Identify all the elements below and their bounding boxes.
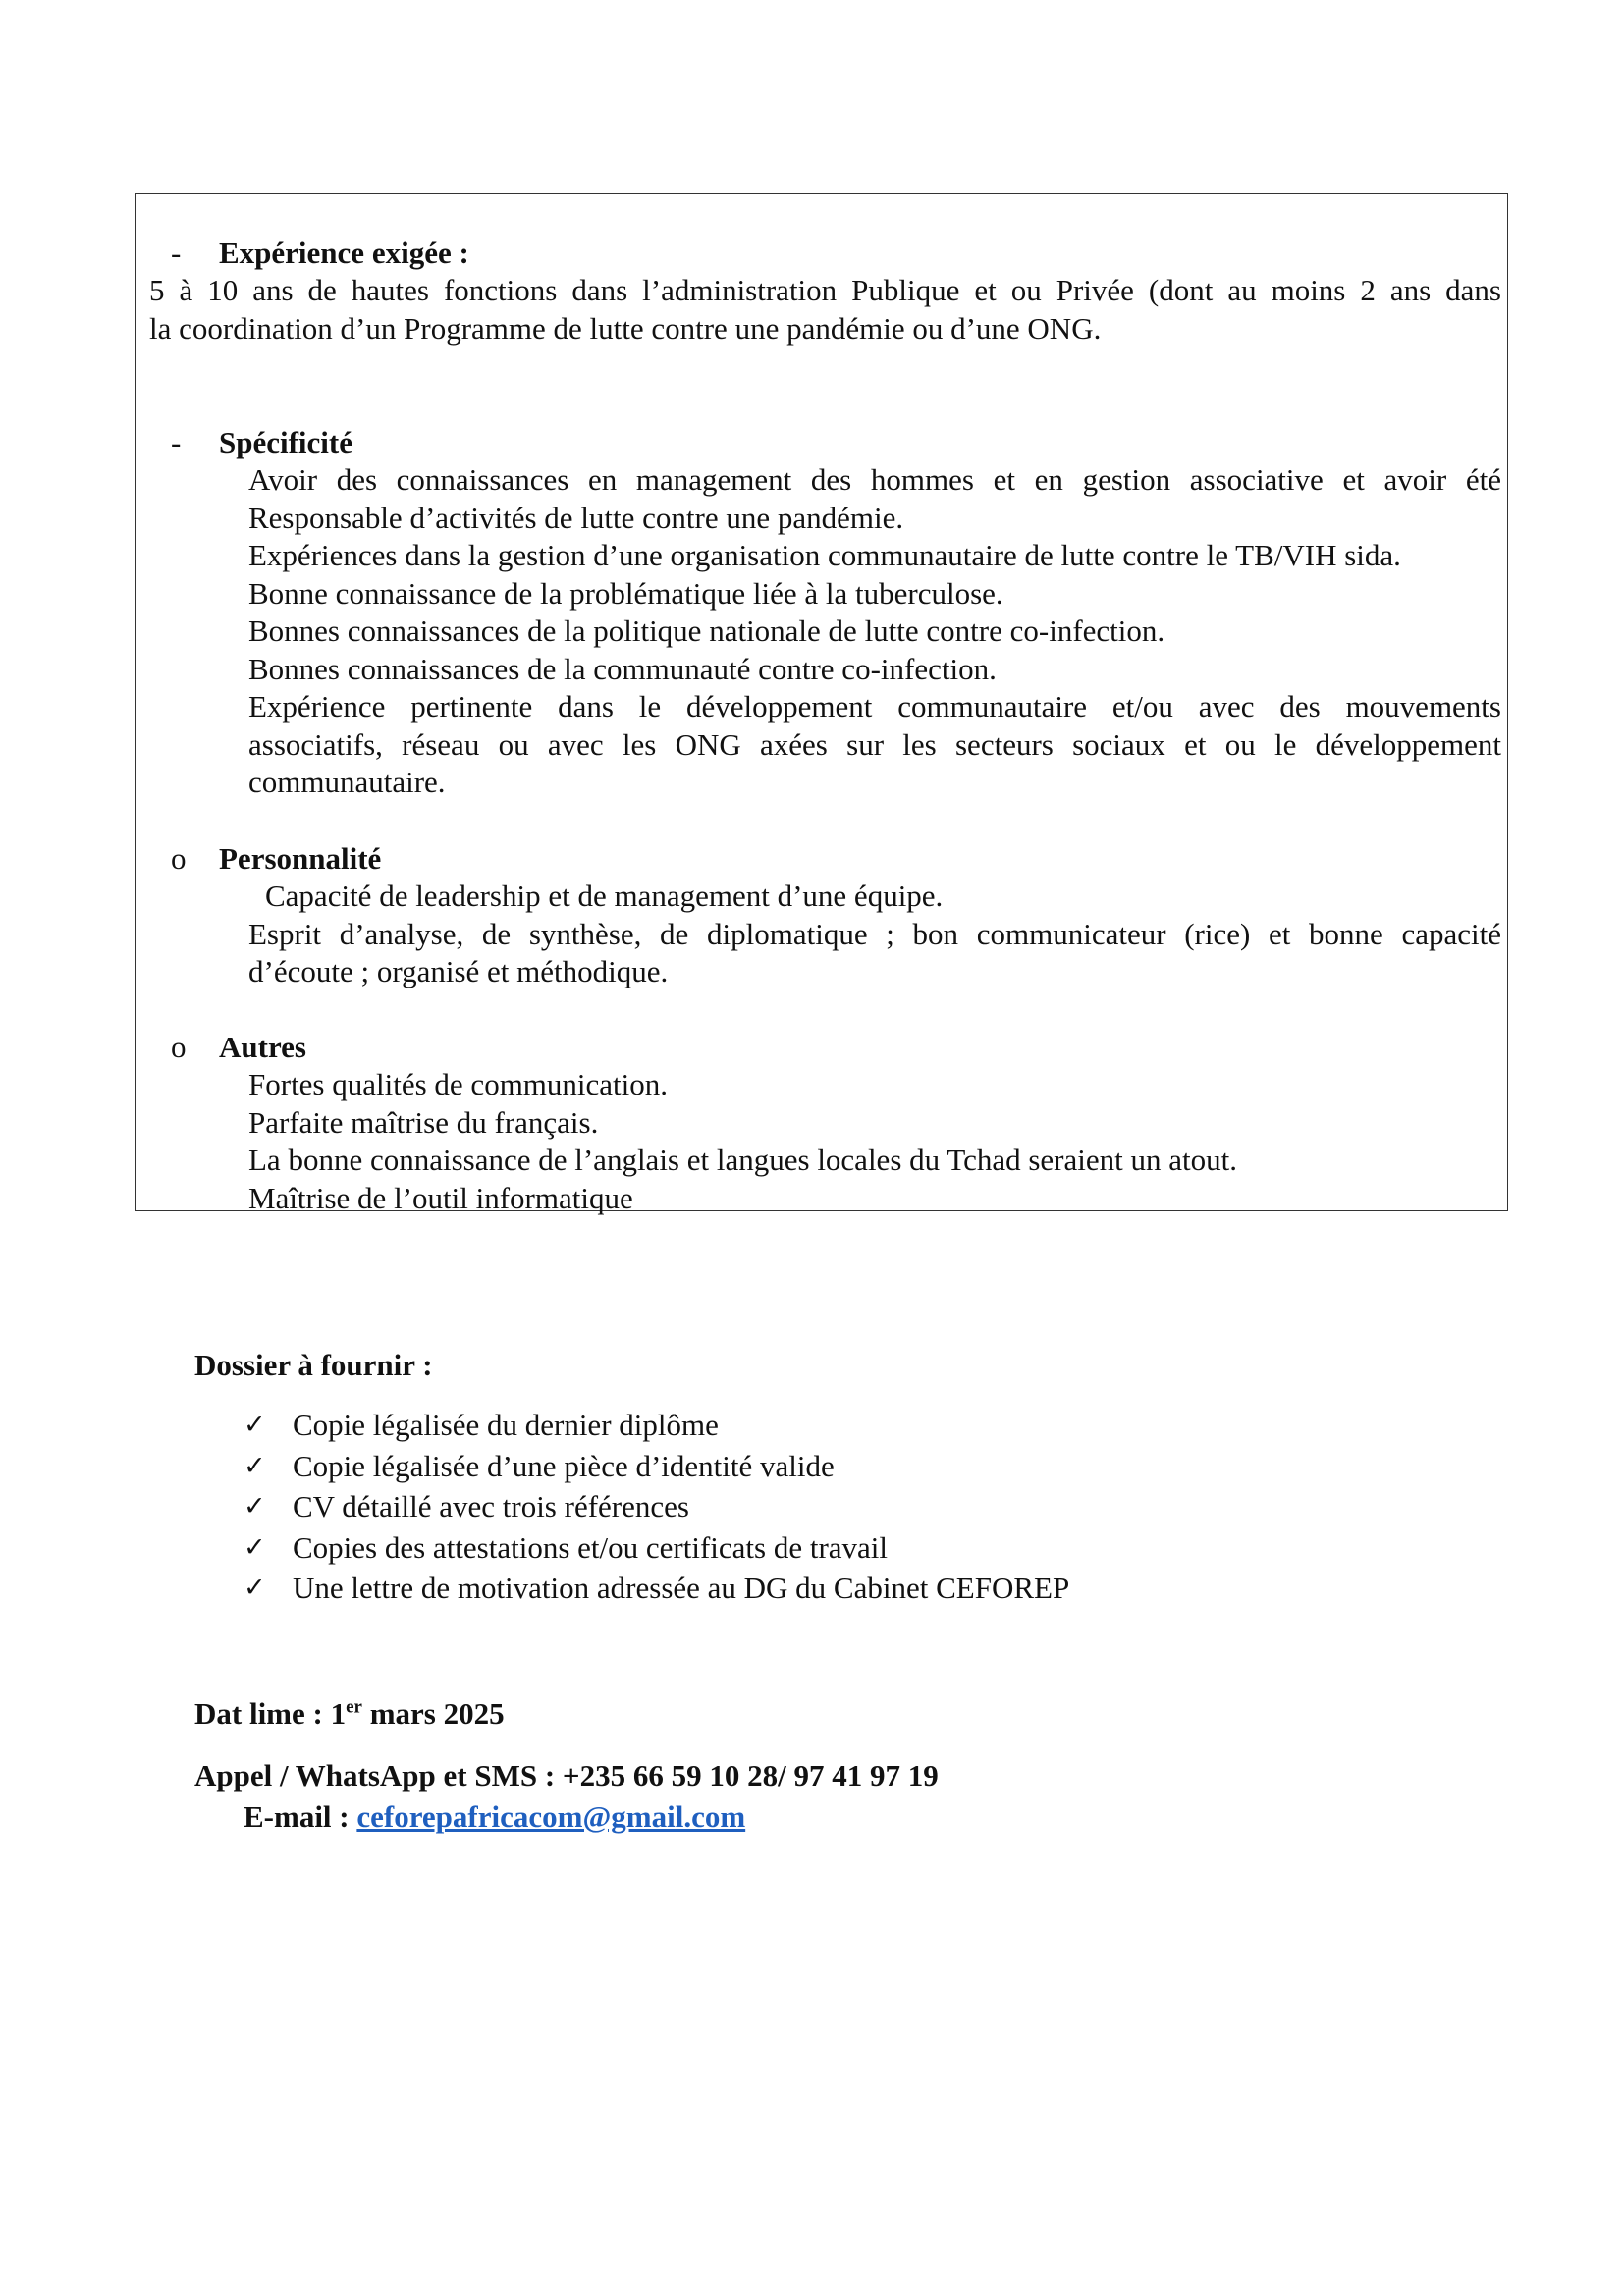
personnalite-bullet: o	[171, 841, 187, 876]
list-item-text: Copies des attestations et/ou certificats de travail	[293, 1529, 889, 1565]
checkmark-icon: ✓	[244, 1531, 266, 1563]
specificite-line: Bonne connaissance de la problématique liée à la tuberculose.	[248, 575, 1003, 611]
specificite-heading: Spécificité	[219, 425, 353, 459]
email-link[interactable]: ceforepafricacom@gmail.com	[356, 1799, 746, 1834]
personnalite-heading: Personnalité	[219, 841, 382, 876]
specificite-line: Expérience pertinente dans le développement communautaire et/ou avec des mouvements	[248, 689, 1501, 723]
specificite-bullet: -	[171, 425, 182, 459]
experience-heading: Expérience exigée :	[219, 236, 469, 270]
deadline-label: Dat lime : 1	[194, 1696, 347, 1731]
checkmark-icon: ✓	[244, 1450, 266, 1481]
deadline-superscript: er	[346, 1696, 362, 1718]
list-item-text: Copie légalisée d’une pièce d’identité valide	[293, 1448, 835, 1483]
personnalite-line-1: Capacité de leadership et de management d’une équipe.	[265, 879, 944, 913]
dossier-heading: Dossier à fournir :	[194, 1348, 433, 1382]
email-label: E-mail :	[244, 1799, 357, 1834]
specificite-line: associatifs, réseau ou avec les ONG axées sur les secteurs sociaux et ou le développement	[248, 726, 1501, 762]
list-item-text: CV détaillé avec trois références	[293, 1489, 689, 1523]
deadline-date: mars 2025	[361, 1696, 505, 1731]
experience-line-1: 5 à 10 ans de hautes fonctions dans l’administration Publique et ou Privée (dont au moins 2 ans dans	[149, 273, 1501, 307]
experience-bullet: -	[171, 236, 182, 270]
autres-bullet: o	[171, 1030, 187, 1064]
personnalite-line-3: d’écoute ; organisé et méthodique.	[248, 954, 669, 988]
deadline	[194, 1695, 505, 1734]
checkmark-icon: ✓	[244, 1491, 266, 1522]
specificite-lines	[248, 461, 1501, 802]
personnalite-line-2: Esprit d’analyse, de synthèse, de diplomatique ; bon communicateur (rice) et bonne capacité	[248, 917, 1501, 951]
specificite-line: Avoir des connaissances en management des hommes et en gestion associative et avoir été	[248, 462, 1501, 497]
specificite-line: Expériences dans la gestion d’une organisation communautaire de lutte contre le TB/VIH sida.	[248, 538, 1401, 572]
specificite-line: Responsable d’activités de lutte contre une pandémie.	[248, 500, 904, 535]
list-item-text: Une lettre de motivation adressée au DG du Cabinet CEFOREP	[293, 1571, 1070, 1605]
contact-phone: Appel / WhatsApp et SMS : +235 66 59 10 28/ 97 41 97 19	[194, 1758, 939, 1792]
specificite-line: Bonnes connaissances de la politique nationale de lutte contre co-infection.	[248, 614, 1165, 648]
autres-lines	[248, 1066, 1501, 1217]
list-item-text: Copie légalisée du dernier diplôme	[293, 1408, 719, 1442]
autres-line: Fortes qualités de communication.	[248, 1067, 669, 1101]
contact-email-line	[244, 1798, 745, 1837]
experience-line-2: la coordination d’un Programme de lutte contre une pandémie ou d’une ONG.	[149, 311, 1102, 346]
autres-line: La bonne connaissance de l’anglais et langues locales du Tchad seraient un atout.	[248, 1143, 1237, 1177]
specificite-line: Bonnes connaissances de la communauté contre co-infection.	[248, 651, 997, 686]
checkmark-icon: ✓	[244, 1573, 266, 1603]
checkmark-icon: ✓	[244, 1410, 266, 1440]
autres-heading: Autres	[219, 1030, 306, 1064]
autres-line: Maîtrise de l’outil informatique	[248, 1180, 633, 1215]
specificite-line: communautaire.	[248, 765, 446, 799]
autres-line: Parfaite maîtrise du français.	[248, 1104, 599, 1140]
